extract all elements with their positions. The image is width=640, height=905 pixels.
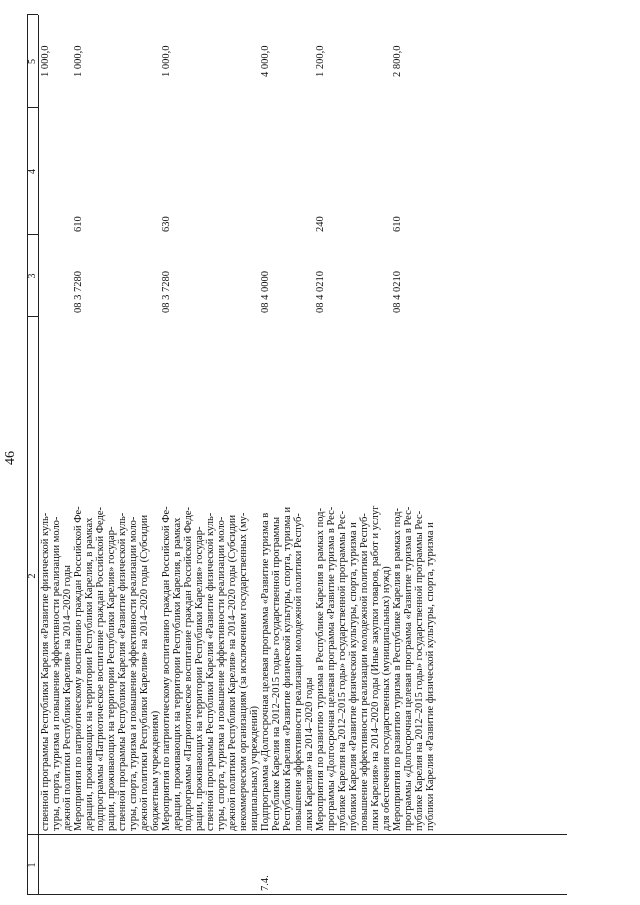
column-border <box>27 894 567 895</box>
row-expense-type: 610 <box>73 216 84 232</box>
column-border <box>27 834 567 835</box>
row-number: 7.4. <box>260 875 271 891</box>
row-code: 08 3 7280 <box>73 271 84 313</box>
row-expense-type: 630 <box>161 216 172 232</box>
header-separator <box>38 15 39 895</box>
column-header: 5 <box>27 59 38 64</box>
row-description: Мероприятия по патриотическому воспитанию граждан Российской Фе- дерации, проживающих на территории Республики Карелия, в рамках подпрограммы «Патриотическое воспитание граждан Российской Феде- рации, проживающих на территории Республики Карелия» государ- ственной программы Республики Карелия «Развитие физической куль- туры, спорта, туризма и повышение эффективности реализации моло- дежной политики Республики Карелия» на 2014–2020 годы (Субсидии бюджетным учреждениям) <box>73 506 161 831</box>
row-sum: 2 800,0 <box>392 45 403 77</box>
row-sum: 1 000,0 <box>161 45 172 77</box>
row-description: Мероприятия по развитию туризма в Республике Карелия в рамках под- программы «Долгосрочная целевая программа «Развитие туризма в Рес- публике Карелия на 2012–2015 годы» государственной программы Рес- публики Карелия «Развитие физической культуры, спорта, туризма и <box>392 506 436 831</box>
column-header: 3 <box>27 273 38 279</box>
row-sum: 4 000,0 <box>260 45 271 77</box>
page-number: 46 <box>3 451 18 465</box>
row-code: 08 3 7280 <box>161 271 172 313</box>
row-code: 08 4 0210 <box>392 271 403 313</box>
row-code: 08 4 0210 <box>315 271 326 313</box>
row-expense-type: 240 <box>315 216 326 232</box>
row-description: Мероприятия по развитию туризма в Республике Карелия в рамках под- программы «Долгосрочная целевая программа «Развитие туризма в Рес- публике Карелия на 2012–2015 годы» государственной программы Рес- публики Карелия «Развитие физической культуры, спорта, туризма и повышение эффективности реализации молодежной политики Респуб- лики Карелия» на 2014–2020 годы (Иные закупки товаров, работ и услуг для обеспечения государственных (муниципальных) нужд) <box>315 505 392 831</box>
row-description: ственной программы Республики Карелия «Развитие физической куль- туры, спорта, туризма и повышение эффективности реализации моло- дежной политики Республики Карелия» на 2014–2020 годы <box>40 512 73 831</box>
column-header: 1 <box>27 862 38 868</box>
row-sum: 1 200,0 <box>315 45 326 77</box>
row-code: 08 4 0000 <box>260 271 271 313</box>
column-header: 2 <box>27 573 38 579</box>
row-sum: 1 000,0 <box>73 45 84 77</box>
column-header: 4 <box>27 169 38 174</box>
row-description: Мероприятия по патриотическому воспитанию граждан Российской Фе- дерации, проживающих на территории Республики Карелия, в рамках подпрограммы «Патриотическое воспитание граждан Российской Феде- рации, проживающих на территории Республики Карелия» государ- ственной программы Республики Карелия «Развитие физической куль- туры, спорта, туризма и повышение эффективности реализации моло- дежной политики Республики Карелия» на 2014–2020 годы (Субсидии некоммерческим организациям (за исключением государственных (му- ниципальных) учреждений) <box>161 506 260 831</box>
row-sum: 1 000,0 <box>40 45 51 77</box>
budget-table <box>27 15 567 895</box>
row-expense-type: 610 <box>392 216 403 232</box>
row-description: Подпрограмма «Долгосрочная целевая программа «Развитие туризма в Республике Карелия на 2012–2015 годы» государственной программы Республики Карелия «Развитие физической культуры, спорта, туризма и повышение эффективности реализации молодежной политики Респуб- лики Карелия» на 2014–2020 годы <box>260 506 315 831</box>
